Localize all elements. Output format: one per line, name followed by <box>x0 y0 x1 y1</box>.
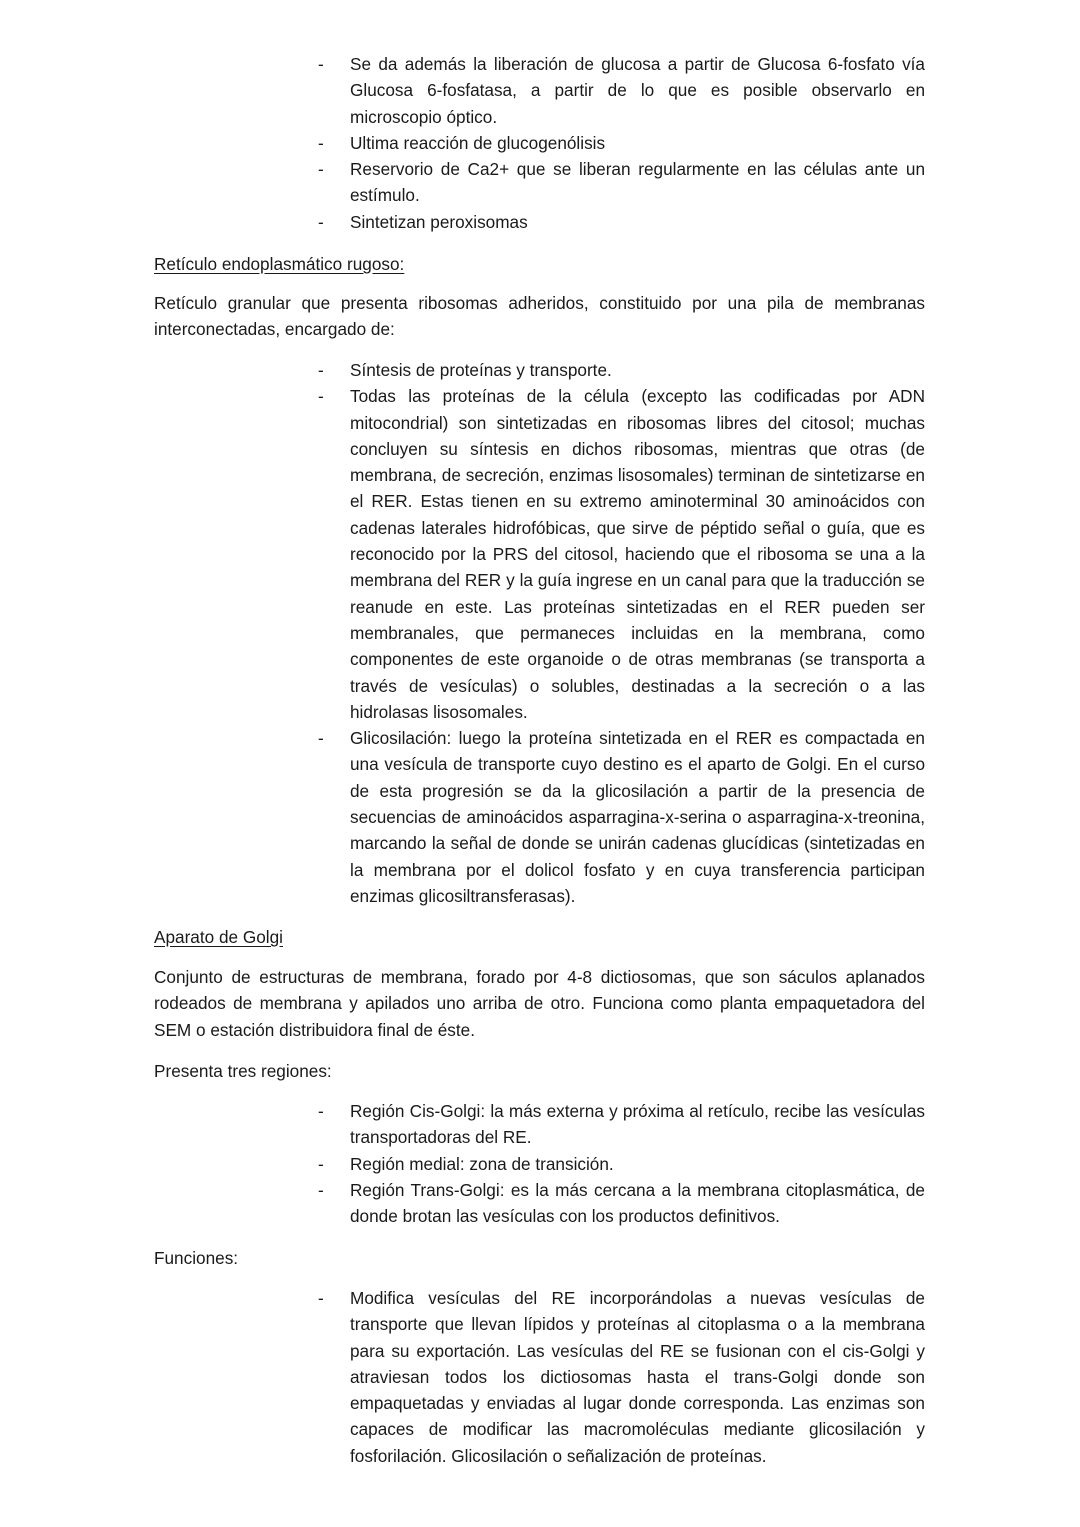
list-item: - Síntesis de proteínas y transporte. <box>318 357 925 383</box>
list-item: - Modifica vesículas del RE incorporándolas a nuevas vesículas de transporte que llevan lípidos y proteínas al citoplasma o a la membrana para su exportación. Las vesículas del RE se fusionan con el cis-Golgi y atraviesan todos los dictiosomas hasta el trans-Golgi donde son empaquetadas y enviadas al lugar donde corresponda. Las enzimas son capaces de modificar las macromoléculas mediante glicosilación y fosforilación. Glicosilación o señalización de proteínas. <box>318 1285 925 1469</box>
list-item: - Región Cis-Golgi: la más externa y próxima al retículo, recibe las vesículas transportadoras del RE. <box>318 1098 925 1151</box>
list-item: - Glicosilación: luego la proteína sintetizada en el RER es compactada en una vesícula de transporte cuyo destino es el aparto de Golgi. En el curso de esta progresión se da la glicosilación a partir de la presencia de secuencias de aminoácidos asparragina-x-serina o asparragina-x-treonina, marcando la señal de donde se unirán cadenas glucídicas (sintetizadas en la membrana por el dolicol fosfato y en cuya transferencia participan enzimas glicosiltransferasas). <box>318 725 925 909</box>
golgi-regions-label: Presenta tres regiones: <box>154 1061 332 1081</box>
rer-intro: Retículo granular que presenta ribosomas adheridos, constituido por una pila de membranas interconectadas, encargado de: <box>154 293 925 340</box>
list-item: - Sintetizan peroxisomas <box>318 209 925 235</box>
rer-heading: Retículo endoplasmático rugoso: <box>154 254 405 274</box>
list-item: - Se da además la liberación de glucosa a partir de Glucosa 6-fosfato vía Glucosa 6-fosfatasa, a partir de lo que es posible observarlo en microscopio óptico. <box>318 51 925 130</box>
list-item: - Ultima reacción de glucogenólisis <box>318 130 925 156</box>
list-item: - Reservorio de Ca2+ que se liberan regularmente en las células ante un estímulo. <box>318 156 925 209</box>
rer-bullet-list <box>318 357 925 909</box>
list-item: - Región medial: zona de transición. <box>318 1151 925 1177</box>
golgi-intro: Conjunto de estructuras de membrana, forado por 4-8 dictiosomas, que son sáculos aplanados rodeados de membrana y apilados uno arriba de otro. Funciona como planta empaquetadora del SEM o estación distribuidora final de éste. <box>154 967 925 1040</box>
golgi-functions-label: Funciones: <box>154 1248 239 1268</box>
top-bullet-list <box>318 51 925 235</box>
golgi-heading: Aparato de Golgi <box>154 927 283 947</box>
golgi-regions-list <box>318 1098 925 1229</box>
list-item: - Región Trans-Golgi: es la más cercana a la membrana citoplasmática, de donde brotan las vesículas con los productos definitivos. <box>318 1177 925 1230</box>
list-item: - Todas las proteínas de la célula (excepto las codificadas por ADN mitocondrial) son sintetizadas en ribosomas libres del citosol; muchas concluyen su síntesis en dichos ribosomas, mientras que otras (de membrana, de secreción, enzimas lisosomales) terminan de sintetizarse en el RER. Estas tienen en su extremo aminoterminal 30 aminoácidos con cadenas laterales hidrofóbicas, que sirve de péptido señal o guía, que es reconocido por la PRS del citosol, haciendo que el ribosoma se una a la membrana del RER y la guía ingrese en un canal para que la traducción se reanude en este. Las proteínas sintetizadas en el RER pueden ser membranales, que permaneces incluidas en la membrana, como componentes de este organoide o de otras membranas (se transporta a través de vesículas) o solubles, destinadas a la secreción o a las hidrolasas lisosomales. <box>318 383 925 725</box>
golgi-functions-list <box>318 1285 925 1469</box>
